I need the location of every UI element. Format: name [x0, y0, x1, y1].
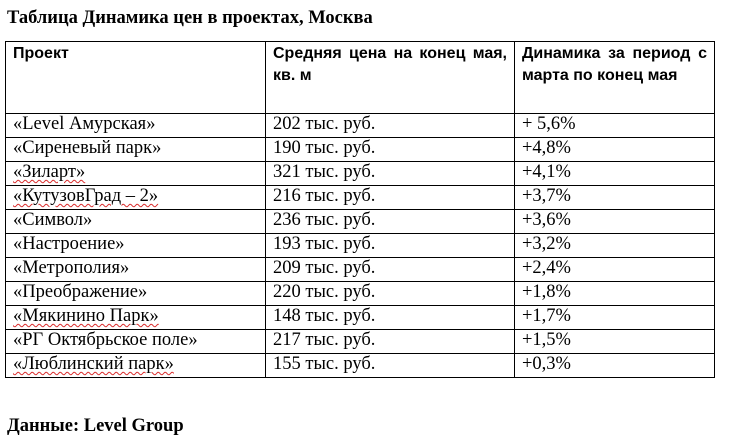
- average-price-cell: 321 тыс. руб.: [266, 162, 515, 186]
- table-row: [6, 138, 715, 162]
- price-change-cell: +4,1%: [515, 162, 715, 186]
- table-row: [6, 306, 715, 330]
- table-header-row: [6, 42, 715, 114]
- price-dynamics-table: [5, 41, 715, 378]
- average-price-cell: 220 тыс. руб.: [266, 282, 515, 306]
- table-row: [6, 258, 715, 282]
- price-change-cell: +1,7%: [515, 306, 715, 330]
- project-name: «Сиреневый парк»: [13, 138, 162, 158]
- table-row: [6, 234, 715, 258]
- average-price-cell: 236 тыс. руб.: [266, 210, 515, 234]
- price-change-cell: +3,2%: [515, 234, 715, 258]
- project-cell: [6, 186, 266, 210]
- header-price-dynamics: Динамика за период с марта по конец мая: [515, 42, 715, 114]
- price-change-cell: +2,4%: [515, 258, 715, 282]
- project-name: «Люблинский парк»: [13, 354, 174, 374]
- average-price-cell: 193 тыс. руб.: [266, 234, 515, 258]
- price-change-cell: +1,8%: [515, 282, 715, 306]
- average-price-cell: 148 тыс. руб.: [266, 306, 515, 330]
- price-change-cell: + 5,6%: [515, 114, 715, 138]
- project-cell: [6, 138, 266, 162]
- header-average-price: Средняя цена на конец мая, кв. м: [266, 42, 515, 114]
- project-name: «Мякинино Парк»: [13, 306, 159, 326]
- average-price-cell: 217 тыс. руб.: [266, 330, 515, 354]
- project-name: «Зиларт»: [13, 162, 86, 182]
- project-cell: [6, 354, 266, 378]
- average-price-cell: 209 тыс. руб.: [266, 258, 515, 282]
- header-project: Проект: [6, 42, 266, 114]
- project-name: «Символ»: [13, 210, 93, 230]
- average-price-cell: 155 тыс. руб.: [266, 354, 515, 378]
- table-row: [6, 330, 715, 354]
- average-price-cell: 202 тыс. руб.: [266, 114, 515, 138]
- data-source-note: Данные: Level Group: [7, 416, 184, 436]
- average-price-cell: 216 тыс. руб.: [266, 186, 515, 210]
- table-row: [6, 162, 715, 186]
- document-title: Таблица Динамика цен в проектах, Москва: [7, 8, 373, 28]
- price-change-cell: +0,3%: [515, 354, 715, 378]
- project-cell: [6, 330, 266, 354]
- project-cell: [6, 114, 266, 138]
- table-row: [6, 186, 715, 210]
- project-name: «Преображение»: [13, 282, 148, 302]
- project-name: «РГ Октябрьское поле»: [13, 330, 198, 350]
- project-cell: [6, 306, 266, 330]
- average-price-cell: 190 тыс. руб.: [266, 138, 515, 162]
- project-cell: [6, 162, 266, 186]
- table-row: [6, 282, 715, 306]
- project-cell: [6, 258, 266, 282]
- project-name: «Метрополия»: [13, 258, 130, 278]
- project-cell: [6, 210, 266, 234]
- price-change-cell: +4,8%: [515, 138, 715, 162]
- price-change-cell: +3,6%: [515, 210, 715, 234]
- project-cell: [6, 282, 266, 306]
- project-name: «КутузовГрад – 2»: [13, 186, 159, 206]
- price-change-cell: +1,5%: [515, 330, 715, 354]
- project-name: «Level Амурская»: [13, 114, 156, 134]
- table-row: [6, 354, 715, 378]
- project-cell: [6, 234, 266, 258]
- price-change-cell: +3,7%: [515, 186, 715, 210]
- table-row: [6, 114, 715, 138]
- project-name: «Настроение»: [13, 234, 125, 254]
- table-row: [6, 210, 715, 234]
